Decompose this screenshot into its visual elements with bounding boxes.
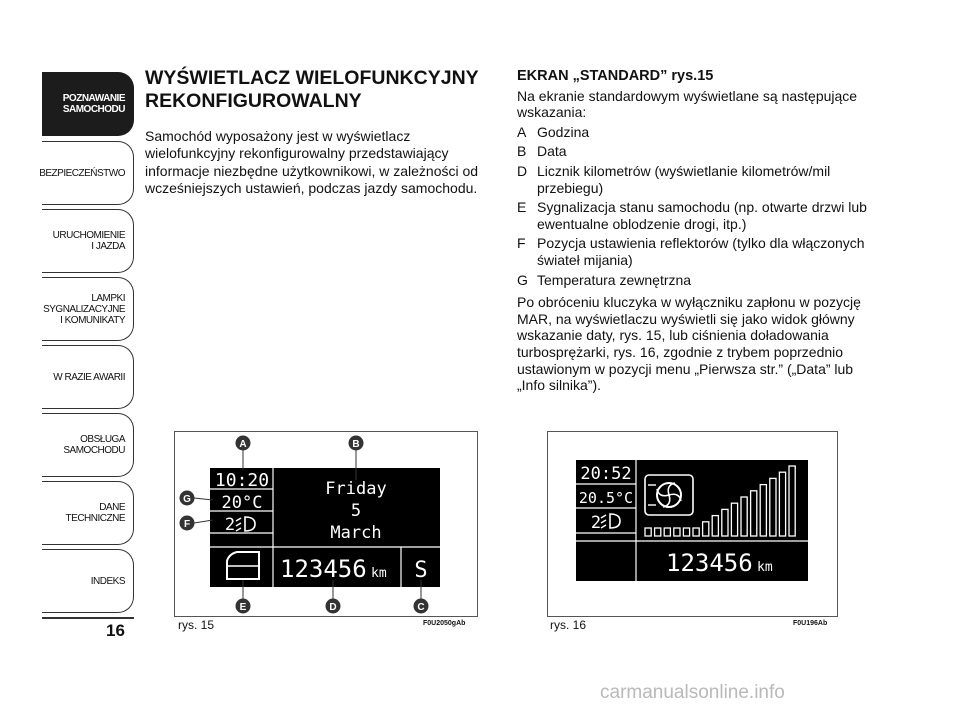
tab-lampki-sygnalizacyjne[interactable]: LAMPKI SYGNALIZACYJNE I KOMUNIKATY [42,277,134,341]
figure-15-code: F0U2050gAb [423,620,466,627]
standard-screen-section [517,68,877,394]
lcd-odometer-unit: km [757,560,773,575]
tab-dane-techniczne[interactable]: DANE TECHNICZNE [42,481,134,545]
list-item-text: Pozycja ustawienia reflektorów (tylko dla włączonych świateł mijania) [537,235,865,268]
svg-text:G: G [183,494,191,505]
watermark: carmanualsonline.info [600,682,785,703]
list-item [517,124,877,141]
list-item-text: Data [537,143,567,160]
list-item [517,272,877,289]
lcd-day: Friday [325,479,387,499]
figure-15 [174,431,478,617]
tab-bezpieczenstwo[interactable]: BEZPIECZEŃSTWO [42,141,134,205]
lcd-time: 10:20 [214,470,270,491]
figure-15-label: rys. 15 [178,618,215,632]
lcd-headlight-level: 2 [590,513,602,533]
lcd-temperature: 20°C [221,493,263,513]
list-item-key: F [517,235,526,252]
list-item [517,163,877,196]
list-item-key: B [517,143,527,160]
lcd-odometer: 123456 [280,555,367,583]
list-item-key: D [517,162,528,179]
tab-uruchomienie-i-jazda[interactable]: URUCHOMIENIE I JAZDA [42,209,134,273]
svg-text:A: A [239,439,247,450]
list-item-text: Sygnalizacja stanu samochodu (np. otwarte drzwi lub ewentualne oblodzenie drogi, itp.) [537,199,867,232]
lcd-time: 20:52 [580,464,632,484]
tab-w-razie-awarii[interactable]: W RAZIE AWARII [42,345,134,409]
tab-indeks[interactable]: INDEKS [42,549,134,613]
lcd-odometer: 123456 [666,549,753,577]
tab-obsluga-samochodu[interactable]: OBSŁUGA SAMOCHODU [42,413,134,477]
callout-a [236,436,251,471]
page-number: 16 [106,621,125,640]
figure-16-label: rys. 16 [550,618,587,632]
figure-16-display [548,432,837,616]
lcd-odometer-unit: km [371,566,387,581]
lcd-mode: S [414,558,428,583]
svg-text:D: D [329,602,337,613]
startup-paragraph: Po obróceniu kluczyka w wyłączniku zapłonu w pozycję MAR, na wyświetlaczu wyświetli się jako widok główny wskazanie daty, rys. 15, lub ciśnienia doładowania turbosprężarki, rys. 16, zgodnie z trybem poprzednio ustawionym w pozycji menu „Pierwsza str.” („Data” lub „Info silnika”). [517,294,861,394]
list-item-text: Temperatura zewnętrzna [537,271,692,288]
svg-text:C: C [417,602,425,613]
list-item [517,235,877,268]
svg-text:F: F [183,519,191,530]
list-item-text: Godzina [537,123,590,140]
section-intro: Samochód wyposażony jest w wyświetlacz wielofunkcyjny rekonfigurowalny przedstawiający informacje niezbędne użytkownikowi, w zależności od wcześniejszych ustawień, podczas jazdy samochodu. [145,128,479,196]
standard-screen-intro: Na ekranie standardowym wyświetlane są następujące wskazania: [517,87,858,121]
list-item-key: E [517,199,527,216]
svg-text:B: B [352,439,360,450]
list-item [517,143,877,160]
list-item-text: Licznik kilometrów (wyświetlanie kilometrów/mil przebiegu) [537,162,831,196]
list-item [517,199,877,232]
lcd-month: March [330,523,382,543]
section-title: WYŚWIETLACZ WIELOFUNKCYJNY REKONFIGUROWALNY [145,67,479,112]
svg-text:E: E [239,602,247,613]
sidebar-divider [42,617,134,619]
lcd-date: 5 [350,501,362,521]
lcd-headlight-level: 2 [224,515,236,535]
callout-f [180,516,214,531]
list-item-key: G [517,271,528,288]
figure-16 [547,431,838,617]
list-item-key: A [517,123,527,140]
figure-16-code: F0U196Ab [793,620,828,627]
lcd-temperature: 20.5°C [578,489,634,507]
standard-screen-title: EKRAN „STANDARD” rys.15 [517,68,714,84]
figure-15-display [175,432,477,616]
callout-g [180,491,214,506]
tab-poznawanie-samochodu[interactable]: POZNAWANIE SAMOCHODU [42,72,134,136]
